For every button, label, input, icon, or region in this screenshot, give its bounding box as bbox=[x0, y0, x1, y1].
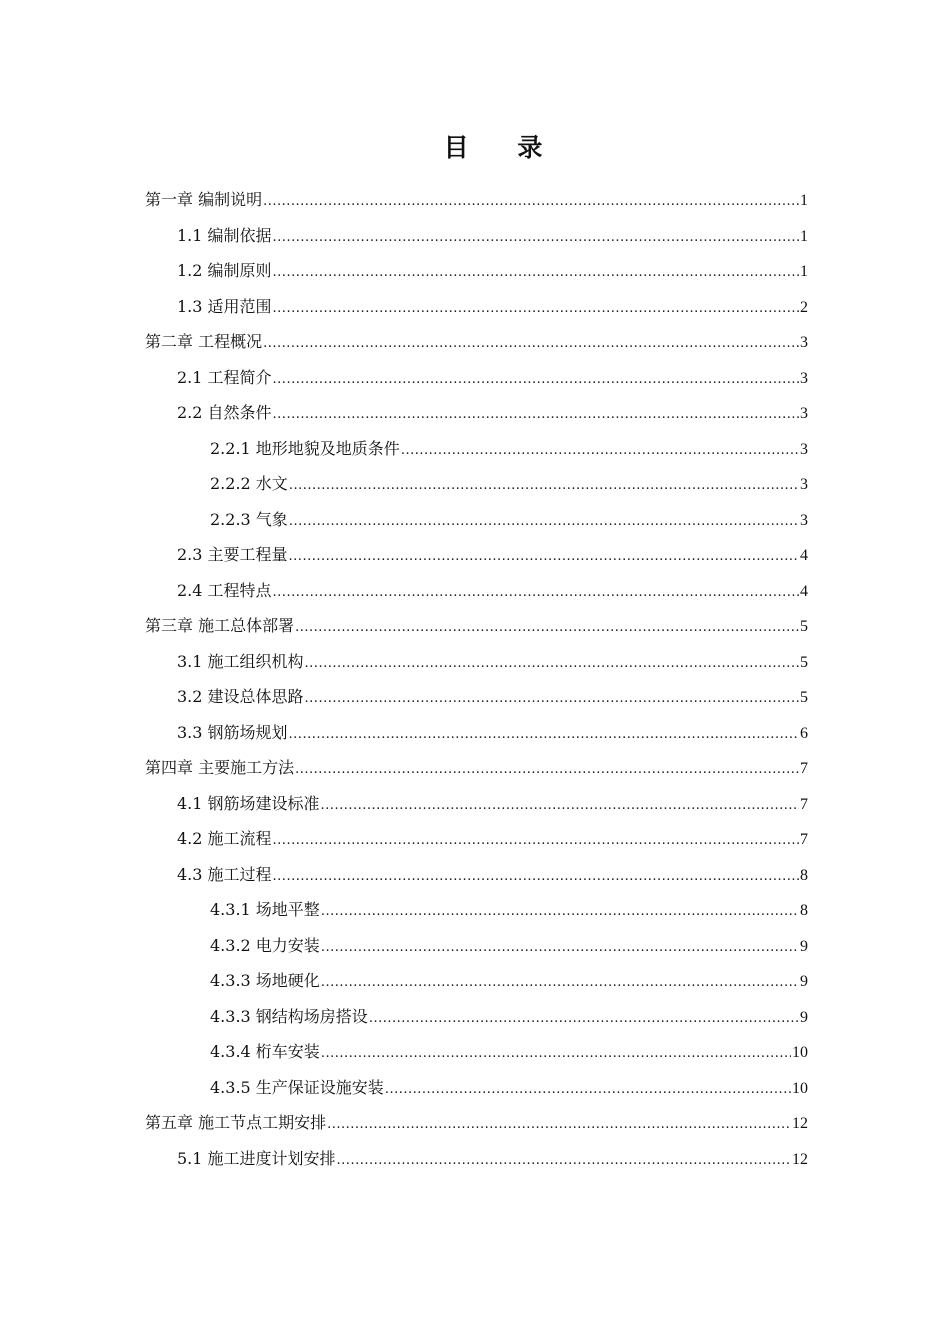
toc-entry[interactable] bbox=[145, 715, 808, 751]
toc-leader-dots bbox=[273, 823, 799, 859]
toc-entry-label: 4.3.5 生产保证设施安装 bbox=[210, 1077, 384, 1097]
toc-entry-label: 第五章 施工节点工期安排 bbox=[145, 1113, 327, 1132]
toc-entry-page: 4 bbox=[800, 547, 808, 564]
toc-leader-dots bbox=[321, 1036, 791, 1072]
toc-entry[interactable] bbox=[145, 786, 808, 822]
toc-leader-dots bbox=[273, 255, 799, 291]
toc-entry-page: 3 bbox=[800, 440, 808, 458]
toc-leader-dots bbox=[327, 1107, 791, 1143]
toc-leader-dots bbox=[273, 397, 799, 433]
toc-entry[interactable] bbox=[145, 608, 808, 644]
toc-leader-dots bbox=[273, 220, 799, 256]
toc-entry[interactable] bbox=[145, 253, 808, 289]
toc-leader-dots bbox=[305, 646, 799, 682]
toc-leader-dots bbox=[321, 894, 799, 930]
toc-leader-dots bbox=[289, 717, 799, 753]
toc-entry-page: 9 bbox=[800, 973, 808, 990]
toc-entry-page: 8 bbox=[800, 902, 808, 919]
toc-leader-dots bbox=[321, 930, 799, 966]
toc-entry-page: 3 bbox=[800, 369, 808, 387]
toc-entry[interactable] bbox=[145, 857, 808, 893]
toc-entry-page: 10 bbox=[792, 1079, 808, 1097]
toc-entry[interactable] bbox=[145, 573, 808, 609]
toc-entry[interactable] bbox=[145, 679, 808, 715]
toc-leader-dots bbox=[401, 433, 799, 469]
toc-entry-label: 2.2.2 水文 bbox=[210, 474, 288, 493]
toc-entry-page: 8 bbox=[800, 866, 808, 884]
toc-entry-page: 10 bbox=[792, 1044, 808, 1061]
toc-entry[interactable] bbox=[145, 1141, 808, 1177]
toc-entry[interactable] bbox=[145, 431, 808, 467]
toc-entry-label: 第二章 工程概况 bbox=[145, 332, 263, 351]
toc-entry-page: 1 bbox=[800, 192, 808, 209]
toc-entry-page: 5 bbox=[800, 689, 808, 706]
toc-entry-page: 9 bbox=[800, 1008, 808, 1026]
toc-entry-page: 3 bbox=[800, 334, 808, 351]
toc-entry[interactable] bbox=[145, 289, 808, 325]
toc-entry[interactable] bbox=[145, 892, 808, 928]
toc-entry[interactable] bbox=[145, 928, 808, 964]
toc-leader-dots bbox=[295, 752, 799, 788]
toc-leader-dots bbox=[273, 291, 799, 327]
toc-entry-page: 7 bbox=[800, 831, 808, 848]
toc-entry-page: 5 bbox=[800, 653, 808, 671]
toc-entry-label: 1.2 编制原则 bbox=[177, 261, 272, 280]
toc-leader-dots bbox=[263, 326, 799, 362]
toc-entry[interactable] bbox=[145, 821, 808, 857]
toc-entry-page: 12 bbox=[792, 1115, 808, 1132]
toc-entry-label: 2.1 工程简介 bbox=[177, 367, 272, 387]
toc-list bbox=[145, 182, 808, 1176]
toc-entry[interactable] bbox=[145, 644, 808, 680]
toc-entry-page: 3 bbox=[800, 476, 808, 493]
toc-entry-label: 第四章 主要施工方法 bbox=[145, 758, 295, 777]
toc-leader-dots bbox=[289, 539, 799, 575]
toc-entry[interactable] bbox=[145, 395, 808, 431]
toc-leader-dots bbox=[385, 1072, 791, 1108]
toc-entry[interactable] bbox=[145, 963, 808, 999]
toc-entry-page: 2 bbox=[800, 298, 808, 316]
toc-leader-dots bbox=[273, 575, 799, 611]
toc-entry-label: 1.3 适用范围 bbox=[177, 296, 272, 316]
toc-entry-label: 2.3 主要工程量 bbox=[177, 545, 288, 564]
toc-entry-label: 4.2 施工流程 bbox=[177, 829, 272, 848]
toc-entry-label: 第三章 施工总体部署 bbox=[145, 616, 295, 635]
toc-entry-page: 3 bbox=[800, 511, 808, 529]
toc-entry-page: 5 bbox=[800, 618, 808, 635]
toc-entry[interactable] bbox=[145, 218, 808, 254]
toc-entry-label: 2.2.1 地形地貌及地质条件 bbox=[210, 438, 400, 458]
toc-entry-page: 12 bbox=[792, 1150, 808, 1168]
toc-leader-dots bbox=[337, 1143, 791, 1179]
toc-entry-page: 4 bbox=[800, 582, 808, 600]
toc-entry-label: 4.1 钢筋场建设标准 bbox=[177, 793, 320, 813]
toc-entry-label: 5.1 施工进度计划安排 bbox=[177, 1148, 336, 1168]
toc-entry-label: 3.2 建设总体思路 bbox=[177, 687, 304, 706]
toc-entry-page: 7 bbox=[800, 795, 808, 813]
toc-entry-page: 3 bbox=[800, 405, 808, 422]
toc-leader-dots bbox=[321, 965, 799, 1001]
toc-entry-label: 2.2.3 气象 bbox=[210, 509, 288, 529]
toc-entry[interactable] bbox=[145, 999, 808, 1035]
toc-title: 目 录 bbox=[443, 133, 563, 162]
toc-entry[interactable] bbox=[145, 1034, 808, 1070]
toc-entry[interactable] bbox=[145, 182, 808, 218]
toc-entry-page: 7 bbox=[800, 760, 808, 777]
toc-leader-dots bbox=[321, 788, 799, 824]
toc-entry-label: 3.1 施工组织机构 bbox=[177, 651, 304, 671]
toc-entry[interactable] bbox=[145, 1105, 808, 1141]
toc-entry[interactable] bbox=[145, 750, 808, 786]
toc-entry-label: 1.1 编制依据 bbox=[177, 225, 272, 245]
toc-entry-label: 4.3.3 场地硬化 bbox=[210, 971, 320, 990]
toc-leader-dots bbox=[305, 681, 799, 717]
toc-entry-label: 4.3.2 电力安装 bbox=[210, 935, 320, 955]
toc-entry-page: 1 bbox=[800, 227, 808, 245]
toc-entry-label: 2.2 自然条件 bbox=[177, 403, 272, 422]
toc-leader-dots bbox=[263, 184, 799, 220]
toc-leader-dots bbox=[273, 362, 799, 398]
toc-entry[interactable] bbox=[145, 502, 808, 538]
toc-leader-dots bbox=[289, 504, 799, 540]
toc-entry-page: 6 bbox=[800, 724, 808, 742]
toc-entry-label: 4.3.3 钢结构场房搭设 bbox=[210, 1006, 368, 1026]
toc-leader-dots bbox=[295, 610, 799, 646]
toc-entry[interactable] bbox=[145, 360, 808, 396]
toc-entry-page: 1 bbox=[800, 263, 808, 280]
toc-entry[interactable] bbox=[145, 1070, 808, 1106]
toc-entry-page: 9 bbox=[800, 937, 808, 955]
toc-entry-label: 2.4 工程特点 bbox=[177, 580, 272, 600]
toc-entry[interactable] bbox=[145, 466, 808, 502]
toc-entry[interactable] bbox=[145, 324, 808, 360]
toc-entry-label: 4.3 施工过程 bbox=[177, 864, 272, 884]
toc-entry-label: 第一章 编制说明 bbox=[145, 190, 263, 209]
toc-entry-label: 3.3 钢筋场规划 bbox=[177, 722, 288, 742]
toc-entry[interactable] bbox=[145, 537, 808, 573]
toc-leader-dots bbox=[289, 468, 799, 504]
toc-entry-label: 4.3.1 场地平整 bbox=[210, 900, 320, 919]
toc-entry-label: 4.3.4 桁车安装 bbox=[210, 1042, 320, 1061]
toc-leader-dots bbox=[273, 859, 799, 895]
toc-leader-dots bbox=[369, 1001, 799, 1037]
